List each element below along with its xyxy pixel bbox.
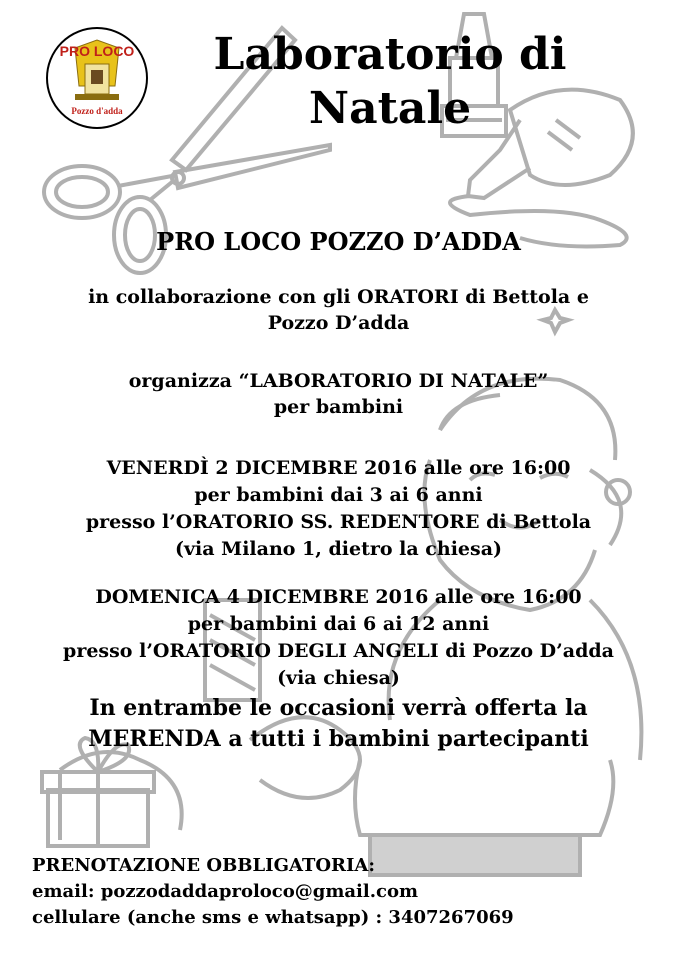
event-1-date: VENERDÌ 2 DICEMBRE 2016 alle ore 16:00	[106, 457, 571, 479]
snack-line-2: MERENDA a tutti i bambini partecipanti	[88, 726, 589, 752]
booking-email: email: pozzodaddaproloco@gmail.com	[32, 881, 419, 902]
title-line-2: Natale	[308, 83, 472, 134]
event-2-address: (via chiesa)	[277, 667, 400, 689]
event-1-ages: per bambini dai 3 ai 6 anni	[194, 484, 483, 506]
logo-bottom-text: Pozzo d'adda	[71, 106, 123, 116]
title-line-1: Laboratorio di	[213, 29, 567, 80]
event-2-date: DOMENICA 4 DICEMBRE 2016 alle ore 16:00	[95, 586, 582, 608]
event-1-address: (via Milano 1, dietro la chiesa)	[175, 538, 502, 560]
organizes-line-2: per bambini	[273, 396, 404, 418]
collab-line-2: Pozzo D’adda	[267, 312, 410, 334]
logo-top-text: PRO LOCO	[59, 43, 135, 59]
collab-line-1: in collaborazione con gli ORATORI di Bettola e	[88, 286, 589, 308]
organizes-line-1: organizza “LABORATORIO DI NATALE”	[128, 370, 549, 392]
booking-heading: PRENOTAZIONE OBBLIGATORIA:	[32, 855, 376, 876]
event-2-place: presso l’ORATORIO DEGLI ANGELI di Pozzo D’adda	[63, 640, 614, 662]
snack-line-1: In entrambe le occasioni verrà offerta la	[89, 695, 588, 721]
booking-phone: cellulare (anche sms e whatsapp) : 3407267069	[32, 907, 514, 928]
event-2-ages: per bambini dai 6 ai 12 anni	[187, 613, 490, 635]
event-1-place: presso l’ORATORIO SS. REDENTORE di Bettola	[85, 511, 592, 533]
organizer-heading: PRO LOCO POZZO D’ADDA	[156, 227, 521, 256]
